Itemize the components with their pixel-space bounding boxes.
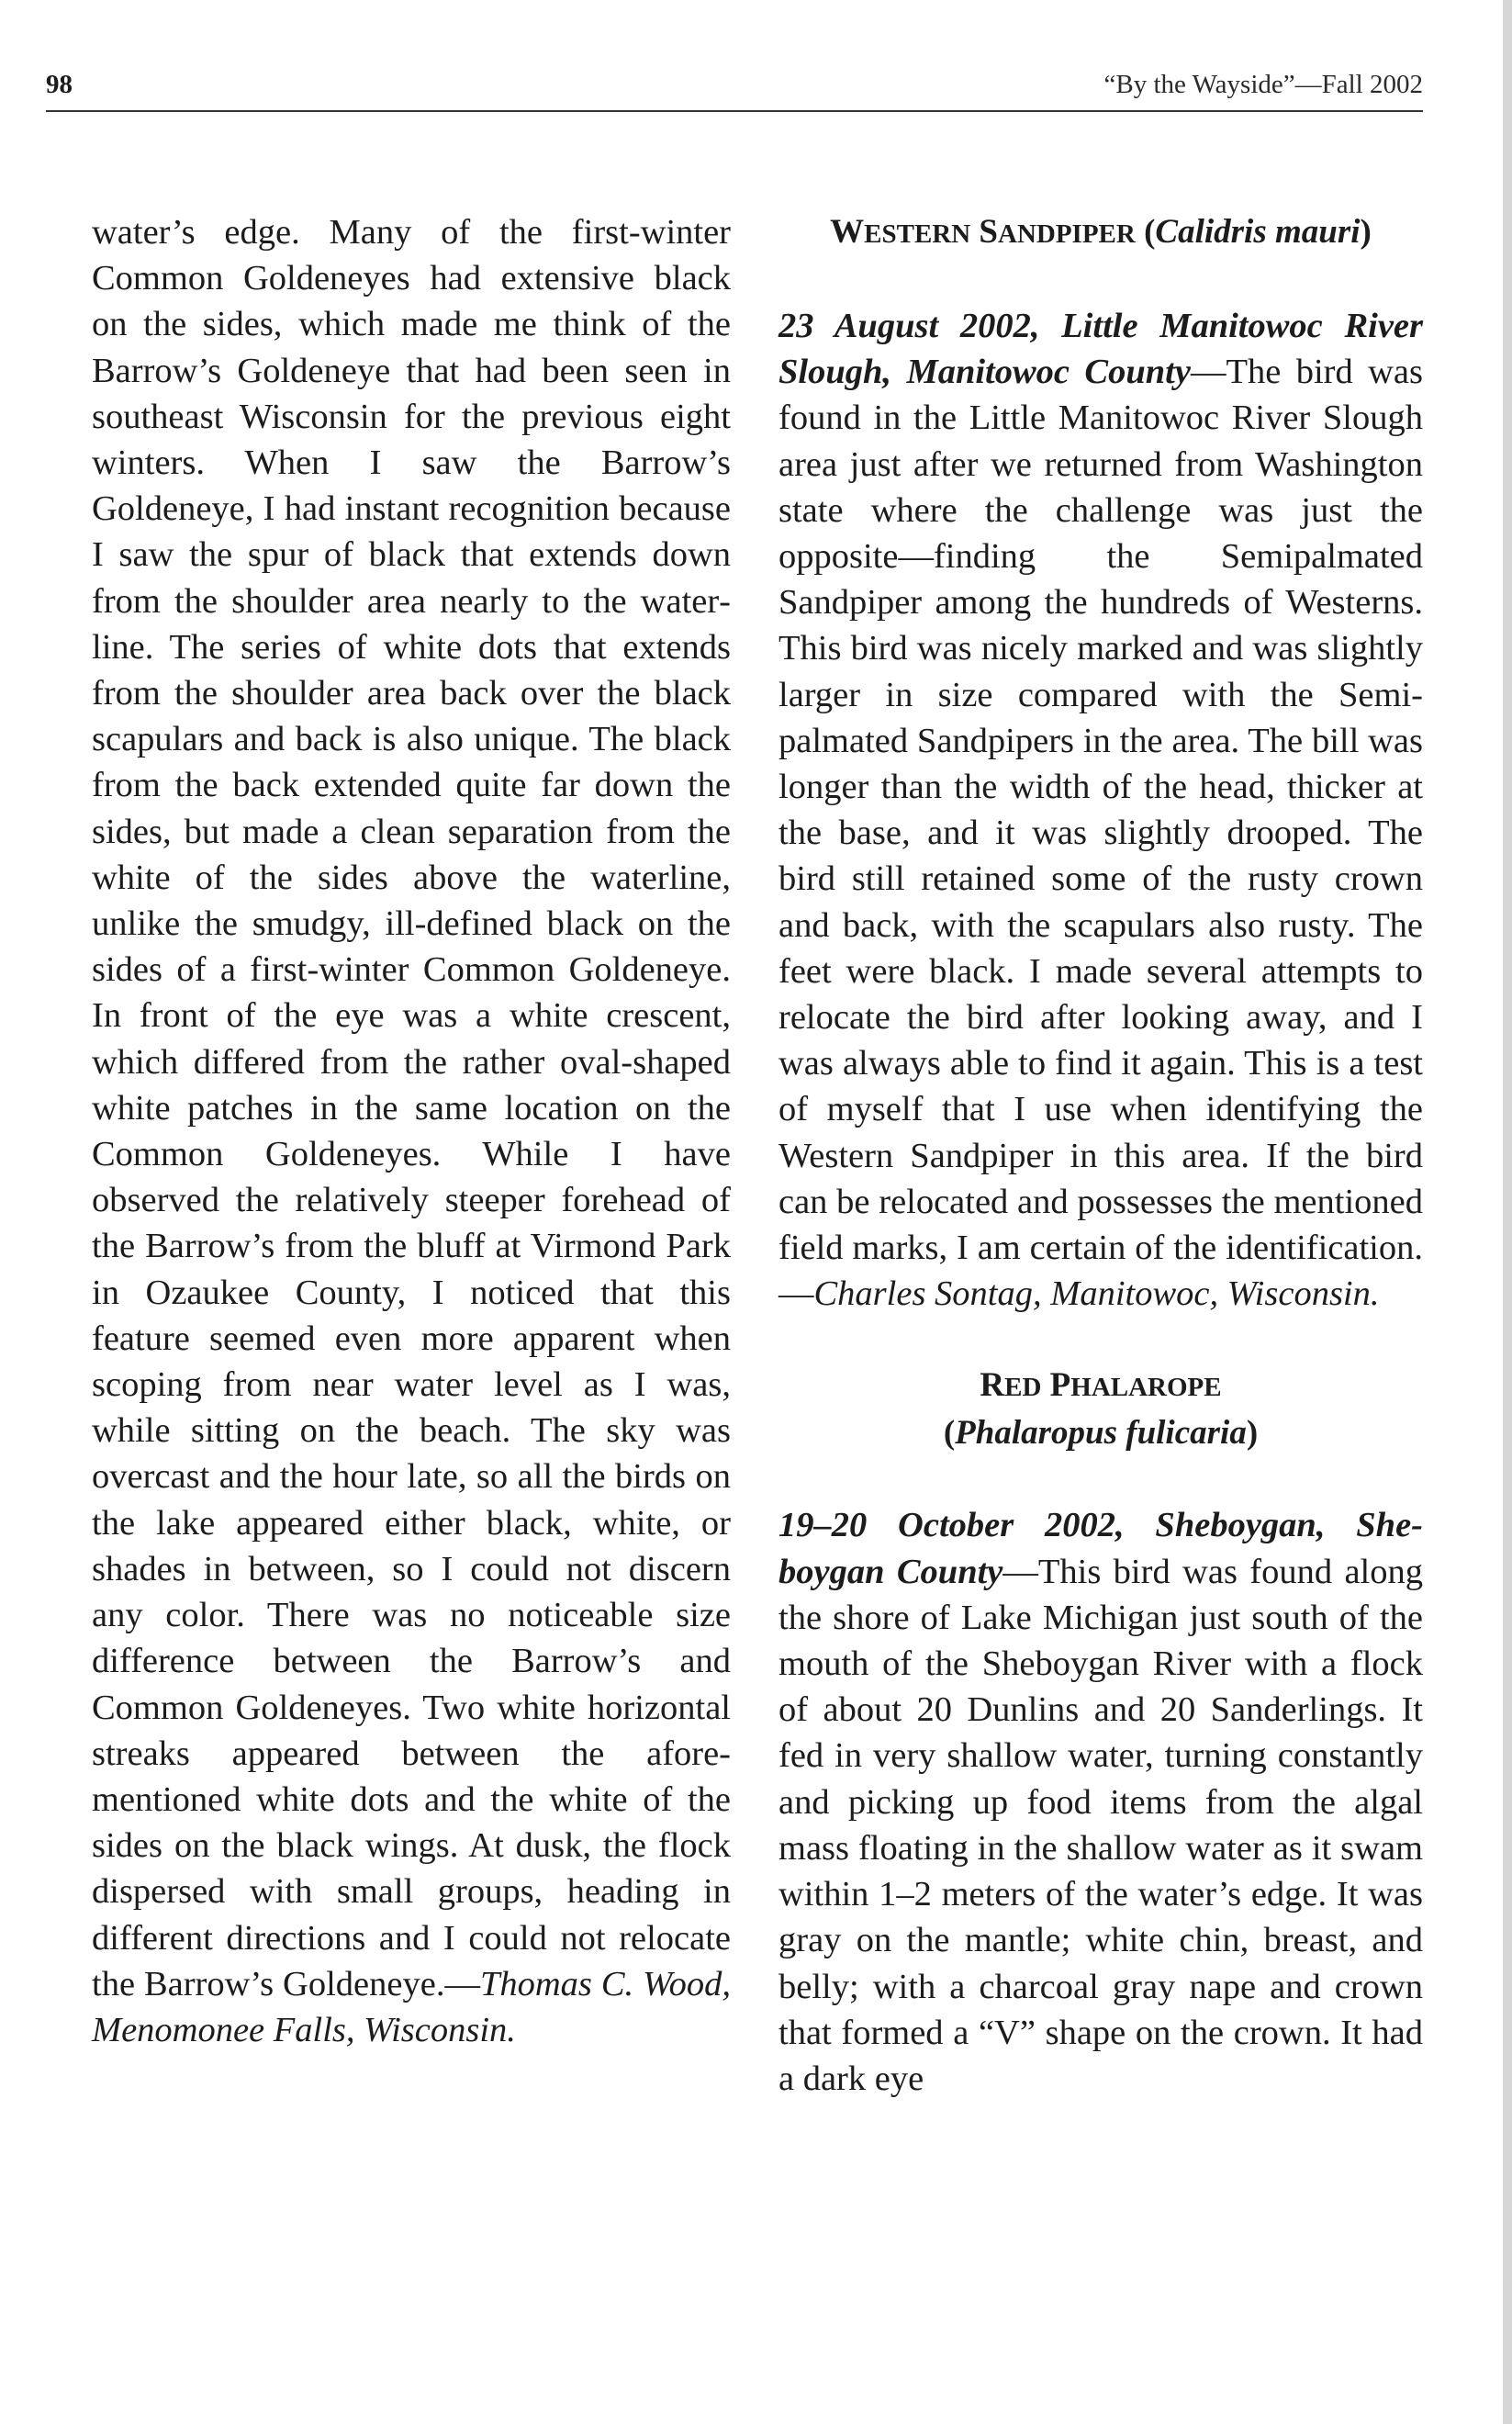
heading-smallcaps: ANDPIPER — [998, 219, 1136, 249]
western-scientific-name: Calidris mauri — [1155, 213, 1361, 251]
red-phalarope-heading — [778, 1363, 1423, 1410]
heading-smallcaps: HALAROPE — [1070, 1373, 1222, 1403]
phalarope-dateline: 19–20 October 2002, Sheboygan, Sheboygan County — [778, 1506, 1423, 1591]
western-body: —The bird was found in the Little Manitowoc River Slough area just after we returned from Washington state where the challenge was just the opposite—finding the Semipalmated Sandpiper among the hundreds of Westerns. This bird was nicely marked and was slightly larger in size compared with the Semipalmated Sandpipers in the area. The bill was longer than the width of the head, thicker at the base, and it was slightly drooped. The bird still retained some of the rusty crown and back, with the scapulars also rusty. The feet were black. I made several attempts to relocate the bird after looking away, and I was always able to find it again. This is a test of myself that I use when identifying the Western Sandpiper in this area. If the bird can be relocated and possesses the mentioned field marks, I am certain of the identification.— — [778, 353, 1423, 1314]
page-header — [46, 66, 1423, 112]
left-column — [92, 209, 731, 2376]
phalarope-scientific-name: Phalaropus fulicaria — [955, 1414, 1247, 1453]
phalarope-body: —This bird was found along the shore of Lake Michigan just south of the mouth of the Sheboygan River with a flock of about 20 Dunlins and 20 Sanderlings. It fed in very shallow water, turning constantly and picking up food items from the algal mass floating in the shallow water as it swam within 1–2 meters of the water’s edge. It was gray on the mantle; white chin, breast, and belly; with a charcoal gray nape and crown that formed a “V” shape on the crown. It had a dark eye — [778, 1552, 1423, 2098]
heading-smallcaps: ESTERN — [864, 219, 971, 249]
page-edge-shadow — [1503, 0, 1512, 2424]
western-sandpiper-account — [778, 303, 1423, 1317]
red-phalarope-scientific-heading: (Phalaropus fulicaria) — [943, 1414, 1259, 1453]
western-dateline: 23 August 2002, Little Manitowoc River Slough, Manitowoc County — [778, 307, 1423, 392]
heading-initial: P — [1049, 1366, 1071, 1405]
heading-initial: S — [979, 213, 998, 251]
goldeneye-signature: Thomas C. Wood, Menomonee Falls, Wisconsin. — [92, 1964, 731, 2049]
running-title: “By the Wayside”—Fall 2002 — [1103, 70, 1423, 99]
heading-smallcaps: ED — [1004, 1373, 1042, 1403]
goldeneye-account — [92, 209, 731, 2053]
goldeneye-body: water’s edge. Many of the first-winter Common Goldeneyes had extensive black on the sides, which made me think of the Barrow’s Goldeneye that had been seen in southeast Wisconsin for the previous eight winters. When I saw the Barrow’s Goldeneye, I had instant recognition because I saw the spur of black that extends down from the shoulder area nearly to the waterline. The series of white dots that extends from the shoulder area back over the black scapulars and back is also unique. The black from the back extended quite far down the sides, but made a clean separation from the white of the sides above the waterline, unlike the smudgy, ill-defined black on the sides of a first-winter Common Goldeneye. In front of the eye was a white crescent, which differed from the rather oval-shaped white patches in the same location on the Common Goldeneyes. While I have observed the relatively steeper forehead of the Barrow’s from the bluff at Virmond Park in Ozaukee County, I noticed that this feature seemed even more apparent when scoping from near water level as I was, while sitting on the beach. The sky was overcast and the hour late, so all the birds on the lake appeared either black, white, or shades in between, so I could not discern any color. There was no noticeable size difference between the Barrow’s and Common Goldeneyes. Two white horizontal streaks appeared between the aforementioned white dots and the white of the sides on the black wings. At dusk, the flock dispersed with small groups, heading in different directions and I could not relocate the Barrow’s Goldeneye.— — [92, 213, 731, 2003]
red-phalarope-account — [778, 1502, 1423, 2102]
heading-initial: W — [830, 213, 865, 251]
page-number: 98 — [46, 70, 73, 99]
western-signature: Charles Sontag, Manitowoc, Wisconsin. — [813, 1274, 1380, 1314]
western-sandpiper-heading: WESTERN SANDPIPER (Calidris mauri) — [830, 213, 1372, 251]
heading-initial: R — [980, 1366, 1005, 1405]
right-column — [778, 209, 1423, 2376]
